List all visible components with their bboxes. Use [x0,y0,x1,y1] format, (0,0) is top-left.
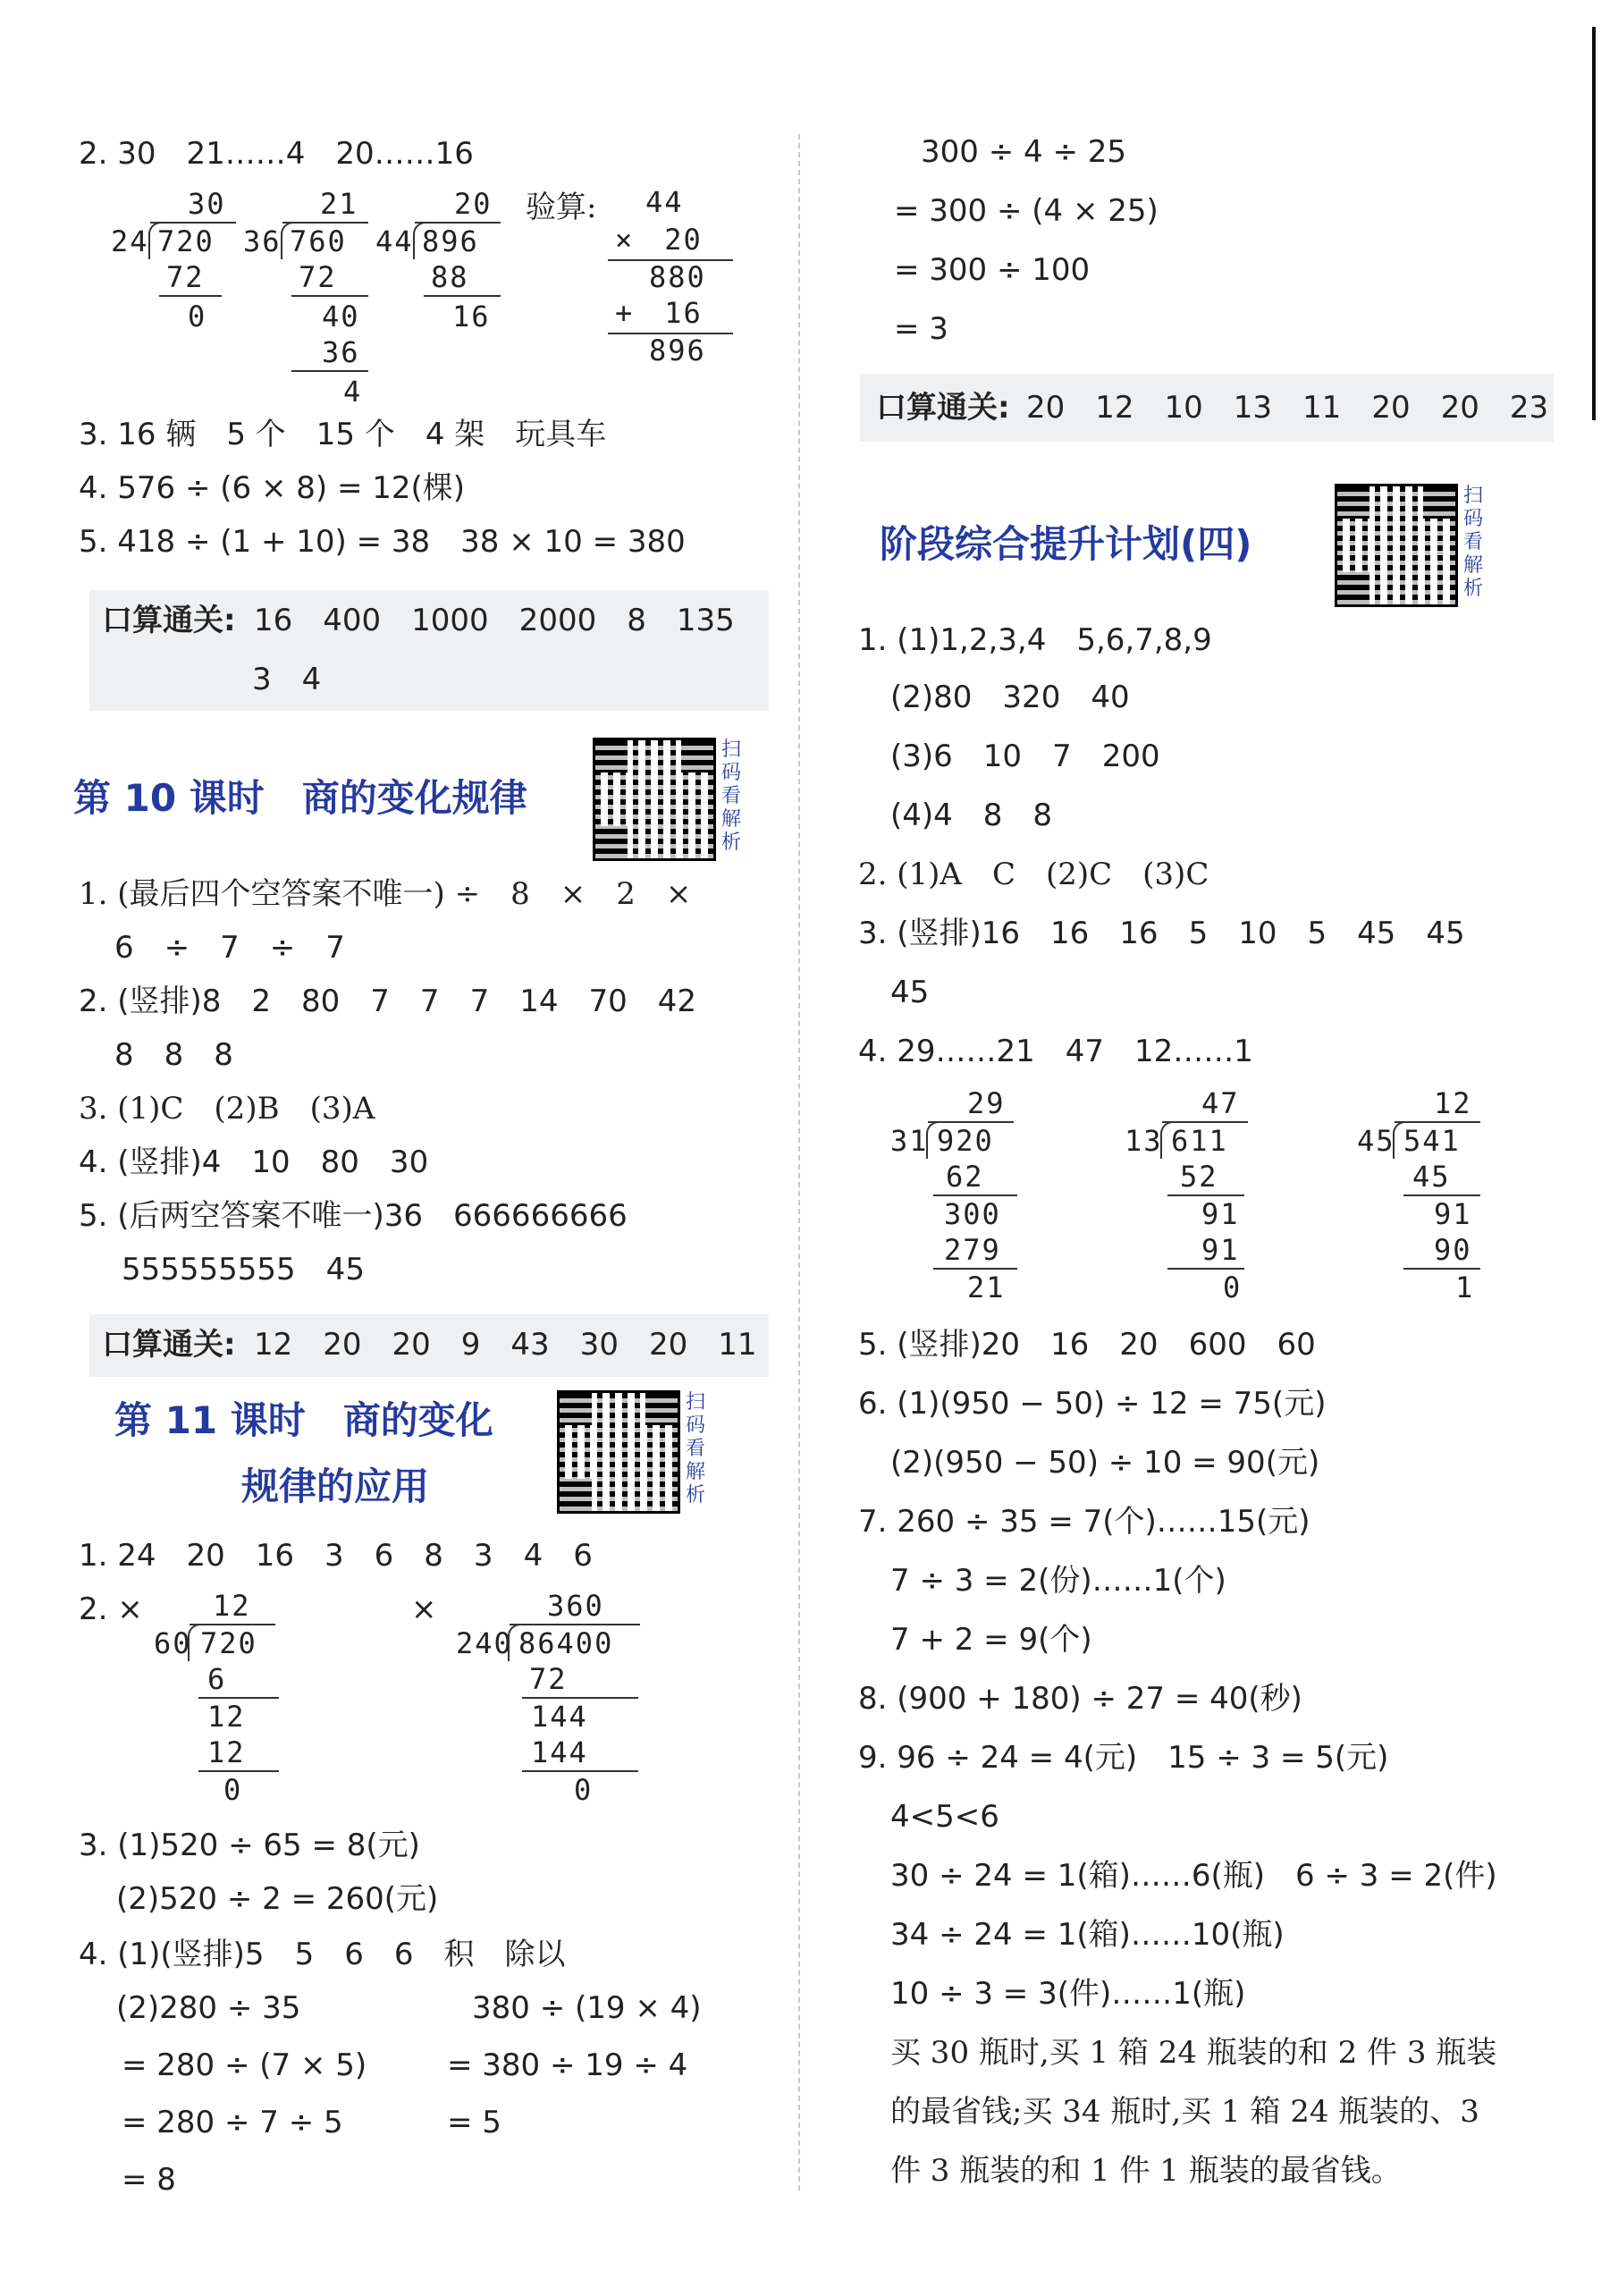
l11-answer-4-l4: = 8 [122,2162,176,2198]
stage-answer-9-5: 10 ÷ 3 = 3(件)……1(瓶) [890,1976,1246,2012]
stage-answer-1-4: (4)4 8 8 [890,798,1053,833]
l11-answer-4-r3: = 5 [447,2105,501,2140]
l11-answer-3-b: (2)520 ÷ 2 = 260(元) [116,1881,439,1917]
calc-line-1: 300 ÷ 4 ÷ 25 [921,134,1126,170]
stage-answer-7-2: 7 ÷ 3 = 2(份)……1(个) [890,1563,1226,1599]
stage-answer-9-2: 4<5<6 [890,1799,999,1835]
stage-answer-7: 7. 260 ÷ 35 = 7(个)……15(元) [858,1504,1310,1540]
answer-5: 5. 418 ÷ (1 + 10) = 38 38 × 10 = 380 [79,524,686,560]
page-edge-mark [1592,27,1596,420]
lesson-10-title: 第 10 课时 商的变化规律 [73,776,527,820]
stage-answer-6-2: (2)(950 − 50) ÷ 10 = 90(元) [890,1445,1320,1481]
answer-2: 2. 30 21……4 20……16 [79,136,474,172]
l11-answer-4-r1: 380 ÷ (19 × 4) [472,1990,702,2026]
stage-answer-9-4: 34 ÷ 24 = 1(箱)……10(瓶) [890,1917,1285,1953]
l11-answer-4-l3: = 280 ÷ 7 ÷ 5 [122,2105,343,2140]
answer-4: 4. 576 ÷ (6 × 8) = 12(棵) [79,470,466,506]
stage-answer-7-3: 7 + 2 = 9(个) [890,1622,1092,1658]
calc-line-3: = 300 ÷ 100 [894,252,1091,288]
l11-answer-4-l1: (2)280 ÷ 35 [116,1990,301,2026]
calc-line-2: = 300 ÷ (4 × 25) [894,193,1159,229]
mental-math-label: 口算通关: [102,603,236,638]
stage-answer-1-3: (3)6 10 7 200 [890,739,1160,774]
l11-answer-1: 1. 24 20 16 3 6 8 3 4 6 [79,1538,593,1574]
l10-answer-5: 5. (后两空答案不唯一)36 666666666 [79,1198,628,1234]
l10-answer-2: 2. (竖排)8 2 80 7 7 7 14 70 42 [79,983,696,1019]
l11-answer-4-l2: = 280 ÷ (7 × 5) [122,2047,367,2083]
scan-hint: 扫码看解析 [721,739,741,854]
l10-answer-4: 4. (竖排)4 10 80 30 [79,1144,429,1180]
stage-answer-6: 6. (1)(950 − 50) ÷ 12 = 75(元) [858,1386,1327,1422]
l11-answer-3: 3. (1)520 ÷ 65 = 8(元) [79,1828,420,1863]
l11-answer-4-r2: = 380 ÷ 19 ÷ 4 [447,2047,688,2083]
stage-answer-3: 3. (竖排)16 16 16 5 10 5 45 45 [858,916,1465,951]
mental-math-label-3: 口算通关: [876,390,1010,426]
l10-answer-2-cont: 8 8 8 [114,1037,233,1073]
column-divider [798,134,800,2190]
stage-answer-2: 2. (1)A C (2)C (3)C [858,857,1209,892]
stage-answer-3-2: 45 [890,975,930,1010]
qr-code-icon[interactable] [560,1393,678,1511]
stage-answer-1: 1. (1)1,2,3,4 5,6,7,8,9 [858,622,1212,658]
stage-answer-8: 8. (900 + 180) ÷ 27 = 40(秒) [858,1681,1302,1717]
mental-math-answers-2: 3 4 [252,662,322,697]
stage-answer-9-8: 件 3 瓶装的和 1 件 1 瓶装的最省钱。 [890,2153,1402,2189]
stage-answer-9-3: 30 ÷ 24 = 1(箱)……6(瓶) 6 ÷ 3 = 2(件) [890,1858,1497,1894]
answer-3: 3. 16 辆 5 个 15 个 4 架 玩具车 [79,417,607,452]
mental-math-answers-r: 20 12 10 13 11 20 20 23 [1026,390,1549,426]
scan-hint: 扫码看解析 [1462,485,1483,600]
lesson-11-title: 第 11 课时 商的变化 [114,1398,493,1442]
qr-code-icon[interactable] [1337,486,1455,604]
qr-code-icon[interactable] [595,740,713,858]
stage-answer-5: 5. (竖排)20 16 20 600 60 [858,1327,1316,1363]
scan-hint: 扫码看解析 [685,1391,705,1507]
mental-math-answers: 16 400 1000 2000 8 135 [254,603,735,638]
mental-math-answers-l10: 12 20 20 9 43 30 20 11 [254,1327,757,1363]
stage-answer-9-6: 买 30 瓶时,买 1 箱 24 瓶装的和 2 件 3 瓶装 [890,2035,1497,2071]
l10-answer-1: 1. (最后四个空答案不唯一) ÷ 8 × 2 × [79,876,692,912]
stage-answer-1-2: (2)80 320 40 [890,680,1130,715]
stage-title: 阶段综合提升计划(四) [880,522,1252,566]
mental-math-label-2: 口算通关: [102,1327,236,1363]
stage-answer-9-7: 的最省钱;买 34 瓶时,买 1 箱 24 瓶装的、3 [890,2094,1479,2130]
l10-answer-5-cont: 555555555 45 [122,1252,365,1287]
stage-answer-4: 4. 29……21 47 12……1 [858,1034,1253,1069]
l11-answer-2-label: 2. × [79,1591,143,1627]
l10-answer-1-cont: 6 ÷ 7 ÷ 7 [114,930,345,966]
calc-line-4: = 3 [894,311,948,347]
l11-answer-2-mark: × [411,1591,437,1627]
lesson-11-title-2: 规律的应用 [241,1465,430,1508]
l10-answer-3: 3. (1)C (2)B (3)A [79,1091,375,1127]
stage-answer-9: 9. 96 ÷ 24 = 4(元) 15 ÷ 3 = 5(元) [858,1740,1389,1776]
l11-answer-4: 4. (1)(竖排)5 5 6 6 积 除以 [79,1937,566,1972]
